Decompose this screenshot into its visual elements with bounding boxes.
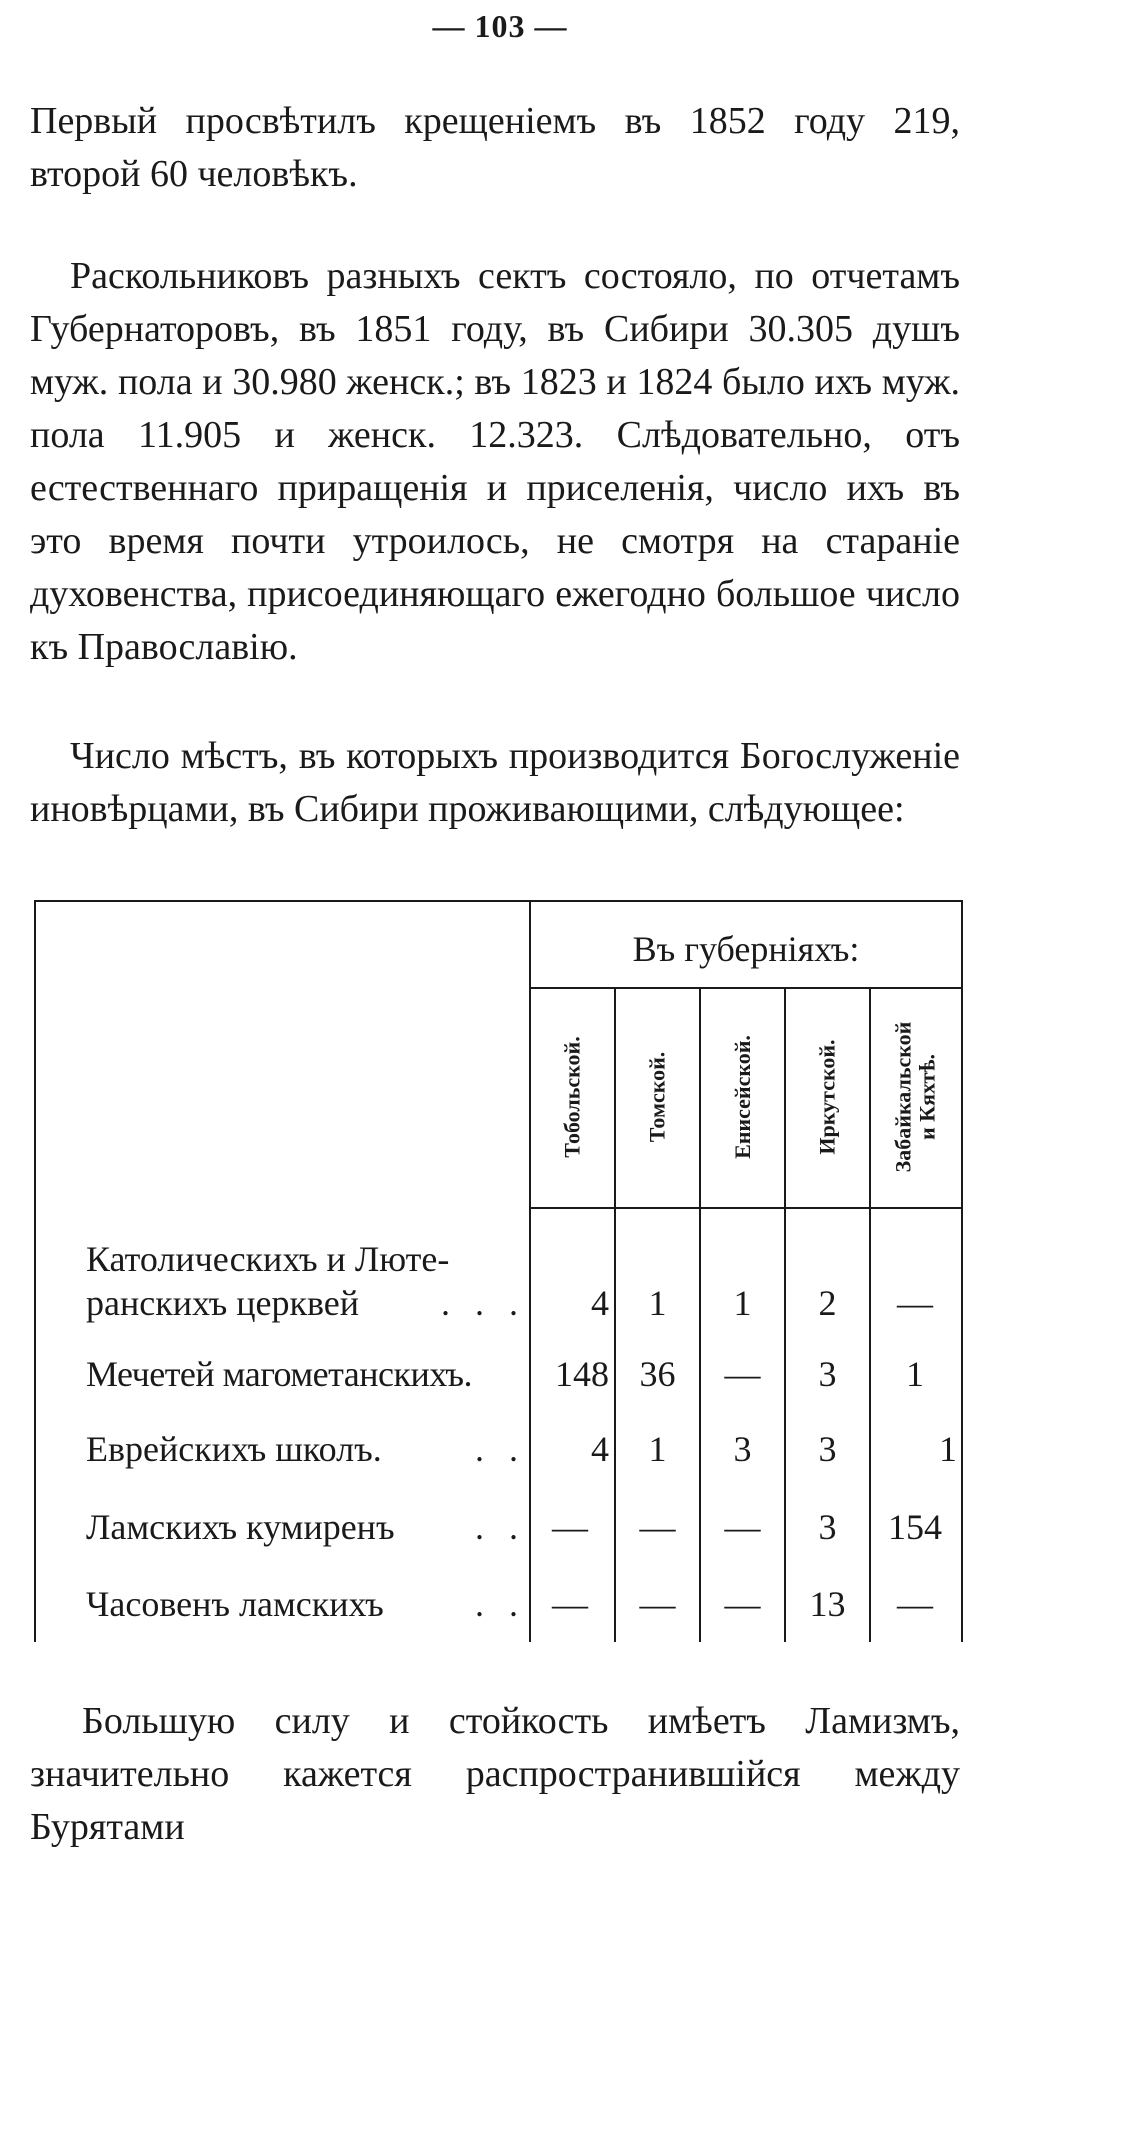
- table-cell: —: [639, 1507, 676, 1547]
- group-header-provinces: Въ губерніяхъ:: [632, 929, 860, 969]
- table-cell: 4: [591, 1283, 609, 1323]
- row-label-lama-temples: Ламскихъ кумиренъ . .: [86, 1507, 526, 1547]
- paragraph-baptisms: Первый просвѣтилъ крещеніемъ въ 1852 году 219, второй 60 человѣкъ.: [30, 100, 960, 195]
- table-cell: 3: [818, 1429, 837, 1469]
- table-cell: —: [724, 1584, 761, 1624]
- row-label-jewish-schools: Еврейскихъ школъ. . .: [86, 1429, 526, 1469]
- table-cell: 13: [809, 1584, 846, 1624]
- paragraph-lamaism: Большую силу и стойкость имѣетъ Ламизмъ, значительно кажется распространившійся между Бурятами: [30, 1700, 960, 1848]
- table-cell: 1: [648, 1283, 667, 1323]
- table-cell: —: [552, 1507, 588, 1547]
- table-cell: 1: [648, 1429, 667, 1469]
- table-cell: 3: [818, 1507, 837, 1547]
- table-cell: 3: [733, 1429, 752, 1469]
- header-divider: [529, 987, 961, 989]
- table-cell: 1: [939, 1429, 957, 1469]
- table-cell: —: [724, 1507, 761, 1547]
- column-header-yenisei: Енисейской.: [729, 1035, 755, 1159]
- table-cell: —: [552, 1584, 588, 1624]
- column-header-tomsk: Томской.: [644, 1051, 670, 1143]
- row-label-mosques: Мечетей магометанскихъ.: [86, 1354, 473, 1394]
- table-cell: 4: [591, 1429, 609, 1469]
- row-label-catholic-lutheran: Католическихъ и Люте- ранскихъ церквей . . .: [86, 1239, 526, 1323]
- page-number: — 103 —: [432, 8, 568, 44]
- table-cell: —: [639, 1584, 676, 1624]
- table-cell: 3: [818, 1354, 837, 1394]
- table-cell: —: [724, 1354, 761, 1394]
- row-label-lama-chapels: Часовенъ ламскихъ . .: [86, 1584, 526, 1624]
- header-divider: [529, 1207, 961, 1209]
- worship-places-table: [34, 900, 963, 1642]
- table-cell: 148: [555, 1354, 609, 1394]
- paragraph-places-intro: Число мѣстъ, въ которыхъ производится Богослуженіе иновѣрцами, въ Сибири проживающими, слѣдующее:: [30, 735, 960, 830]
- table-cell: 2: [818, 1283, 837, 1323]
- table-cell: —: [897, 1283, 933, 1323]
- table-cell: 36: [639, 1354, 676, 1394]
- table-cell: 154: [888, 1507, 942, 1547]
- table-cell: —: [897, 1584, 933, 1624]
- table-cell: 1: [906, 1354, 924, 1394]
- column-header-irkutsk: Иркутской.: [814, 1039, 840, 1155]
- paragraph-raskolniki: Раскольниковъ разныхъ сектъ состояло, по отчетамъ Губернаторовъ, въ 1851 году, въ Сибири 30.305 душъ муж. пола и 30.980 женск.; въ 1823 и 1824 было ихъ муж. пола 11.905 и женск. 12.323. Слѣдовательно, отъ естественнаго приращенія и приселенія, число ихъ въ это время почти утроилось, не смотря на стараніе духовенства, присоединяющаго ежегодно большое число къ Православію.: [30, 255, 960, 668]
- table-cell: 1: [733, 1283, 752, 1323]
- column-header-tobolsk: Тобольской.: [559, 1036, 585, 1158]
- column-header-transbaikal: Забайкальской и Кяхтѣ.: [890, 1021, 940, 1173]
